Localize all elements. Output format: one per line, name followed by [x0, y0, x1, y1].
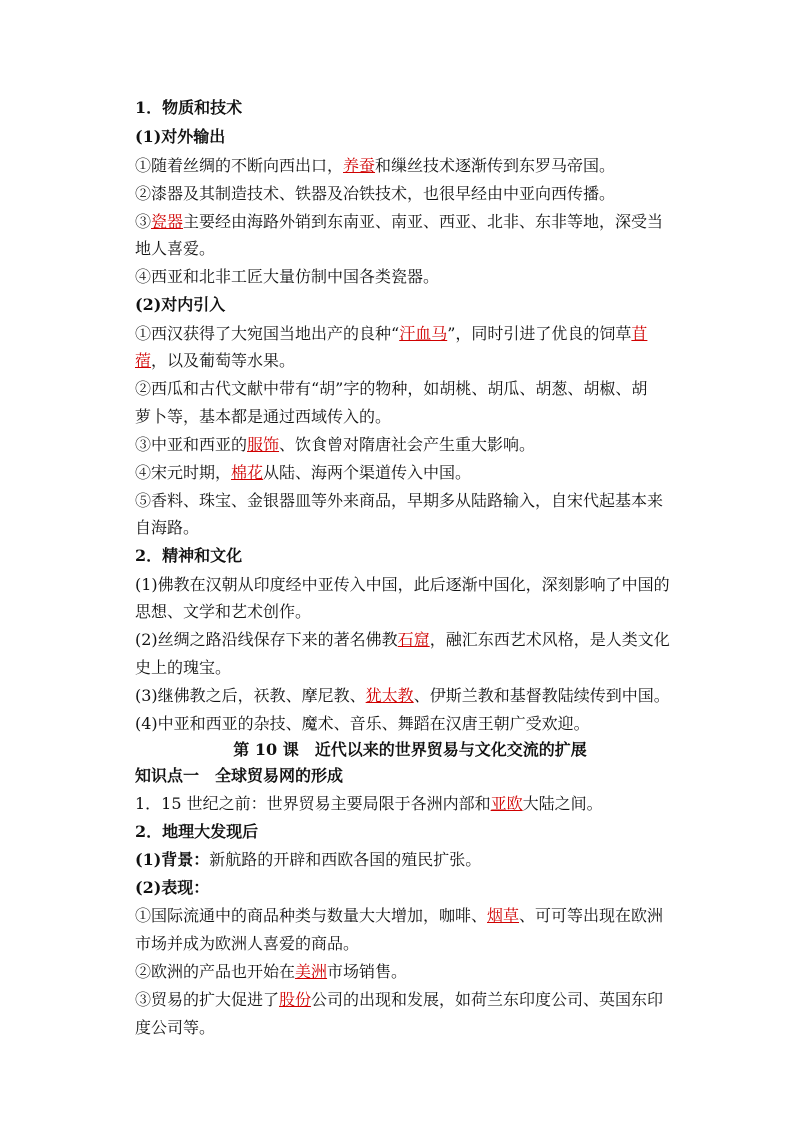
highlight-term: 犹太教 [365, 686, 414, 705]
paragraph-import-5: ⑤香料、珠宝、金银器皿等外来商品，早期多从陆路输入，自宋代起基本来 [135, 491, 664, 510]
subheading-performance: (2)表现： [135, 878, 210, 897]
text: ①随着丝绸的不断向西出口， [135, 156, 344, 175]
paragraph-performance-3-cont: 度公司等。 [135, 1018, 216, 1037]
text: ②欧洲的产品也开始在 [135, 962, 296, 981]
paragraph-performance-3 [135, 989, 663, 1011]
highlight-term: 棉花 [231, 463, 264, 482]
text: (3)继佛教之后，祆教、摩尼教、 [135, 686, 366, 705]
subheading-export: (1)对外输出 [135, 127, 226, 146]
highlight-term: 瓷器 [151, 212, 184, 231]
paragraph-import-2: ②西瓜和古代文献中带有“胡”字的物种，如胡桃、胡瓜、胡葱、胡椒、胡 [135, 379, 648, 398]
paragraph-background [135, 849, 481, 871]
paragraph-import-1-cont [135, 350, 295, 372]
paragraph-spirit-1-cont: 思想、文学和艺术创作。 [135, 602, 312, 621]
highlight-term: 养蚕 [343, 156, 376, 175]
paragraph-spirit-3 [135, 685, 670, 707]
highlight-term: 石窟 [397, 630, 430, 649]
paragraph-import-4 [135, 462, 471, 484]
text: 1．15 世纪之前：世界贸易主要局限于各洲内部和 [135, 794, 491, 813]
lesson-title: 第 10 课 近代以来的世界贸易与文化交流的扩展 [233, 740, 587, 759]
text: ③ [135, 212, 152, 231]
highlight-term: 蓿 [135, 351, 152, 370]
paragraph-import-5-cont: 自海路。 [135, 518, 200, 537]
heading-spirit-culture: 2．精神和文化 [135, 546, 243, 565]
text: ，融汇东西艺术风格，是人类文化 [429, 630, 670, 649]
paragraph-export-2: ②漆器及其制造技术、铁器及冶铁技术，也很早经由中亚向西传播。 [135, 184, 616, 203]
label: (1)背景： [135, 850, 210, 869]
subheading-import: (2)对内引入 [135, 295, 226, 314]
highlight-term: 股份 [279, 990, 312, 1009]
paragraph-import-1 [135, 323, 647, 345]
highlight-term: 服饰 [247, 435, 280, 454]
highlight-term: 亚欧 [490, 794, 523, 813]
text: 、伊斯兰教和基督教陆续传到中国。 [413, 686, 670, 705]
text: (2)丝绸之路沿线保存下来的著名佛教 [135, 630, 398, 649]
paragraph-export-1 [135, 155, 615, 177]
text: 、饮食曾对隋唐社会产生重大影响。 [279, 435, 536, 454]
paragraph-spirit-1: (1)佛教在汉朝从印度经中亚传入中国，此后逐渐中国化，深刻影响了中国的 [135, 575, 670, 594]
text: ④宋元时期， [135, 463, 232, 482]
paragraph-performance-1-cont: 市场并成为欧洲人喜爱的商品。 [135, 934, 360, 953]
paragraph-spirit-4: (4)中亚和西亚的杂技、魔术、音乐、舞蹈在汉唐王朝广受欢迎。 [135, 714, 590, 733]
paragraph-performance-1 [135, 905, 663, 927]
text: ，以及葡萄等水果。 [151, 351, 296, 370]
paragraph-export-4: ④西亚和北非工匠大量仿制中国各类瓷器。 [135, 267, 440, 286]
text: 、可可等出现在欧洲 [519, 906, 664, 925]
text: 新航路的开辟和西欧各国的殖民扩张。 [209, 850, 482, 869]
paragraph-spirit-2-cont: 史上的瑰宝。 [135, 658, 232, 677]
highlight-term: 苜 [631, 324, 648, 343]
highlight-term: 美洲 [295, 962, 328, 981]
text: ③中亚和西亚的 [135, 435, 248, 454]
paragraph-export-3 [135, 211, 663, 233]
paragraph-import-3 [135, 434, 535, 456]
knowledge-point-title: 知识点一 全球贸易网的形成 [135, 766, 344, 785]
text: 市场销售。 [327, 962, 408, 981]
paragraph-import-2-cont: 萝卜等，基本都是通过西域传入的。 [135, 407, 392, 426]
heading-discovery: 2．地理大发现后 [135, 822, 259, 841]
text: 大陆之间。 [522, 794, 603, 813]
text: ③贸易的扩大促进了 [135, 990, 280, 1009]
text: 公司的出现和发展，如荷兰东印度公司、英国东印 [311, 990, 664, 1009]
highlight-term: 烟草 [487, 906, 520, 925]
text: 和缫丝技术逐渐传到东罗马帝国。 [375, 156, 616, 175]
paragraph-before-15c [135, 793, 603, 815]
text: ”，同时引进了优良的饲草 [447, 324, 632, 343]
text: 主要经由海路外销到东南亚、南亚、西亚、北非、东非等地，深受当 [183, 212, 664, 231]
heading-material-tech: 1．物质和技术 [135, 98, 243, 117]
highlight-term: 汗血马 [399, 324, 448, 343]
paragraph-export-3-cont: 地人喜爱。 [135, 239, 216, 258]
paragraph-spirit-2 [135, 629, 670, 651]
paragraph-performance-2 [135, 961, 407, 983]
text: ①西汉获得了大宛国当地出产的良种“ [135, 324, 400, 343]
text: 从陆、海两个渠道传入中国。 [263, 463, 472, 482]
text: ①国际流通中的商品种类与数量大大增加，咖啡、 [135, 906, 488, 925]
